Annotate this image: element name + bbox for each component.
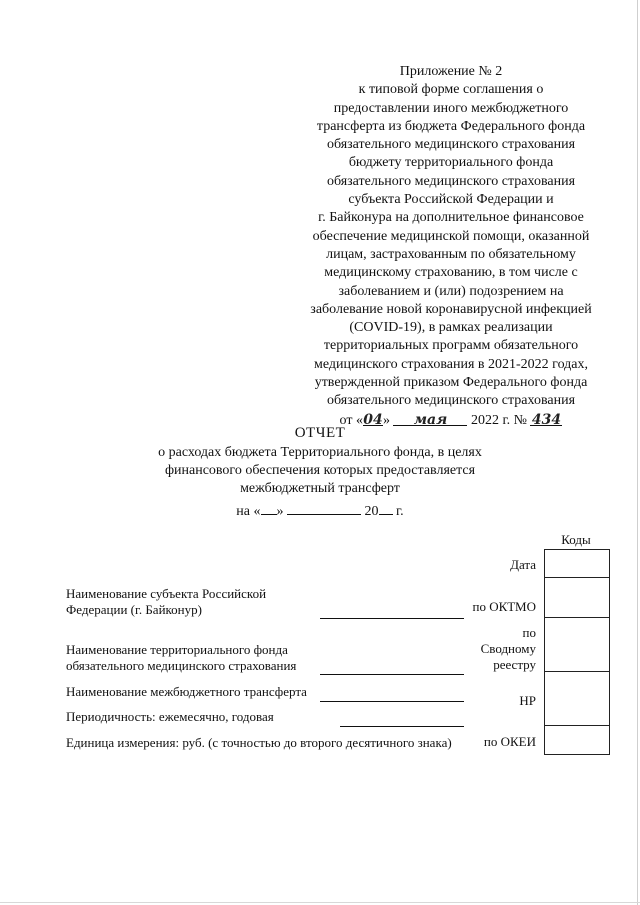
field-line-subject[interactable]	[320, 618, 464, 619]
code-cell-date[interactable]	[544, 549, 610, 578]
code-cell-okei[interactable]	[544, 725, 610, 755]
field-label-fund: Наименование территориального фонда обязательного медицинского страхования	[66, 642, 297, 673]
report-date-line	[0, 500, 640, 521]
order-year-number: 2022 г. №	[470, 412, 527, 428]
page-edge-bottom	[0, 902, 640, 903]
order-number-handwritten: 434	[531, 411, 562, 428]
code-label-oktmo: по ОКТМО	[472, 599, 536, 614]
field-line-fund[interactable]	[320, 674, 464, 675]
appendix-line: заболеванием и (или) подозрением на	[338, 283, 564, 299]
report-date-prefix: на «	[236, 504, 261, 519]
appendix-line: обязательного медицинского страхования	[326, 173, 576, 189]
field-label-periodicity: Периодичность: ежемесячно, годовая	[66, 709, 274, 724]
appendix-line: медицинскому страхованию, в том числе с	[324, 265, 578, 281]
appendix-line: к типовой форме соглашения о	[358, 82, 544, 98]
appendix-line: утвержденной приказом Федерального фонда	[314, 375, 588, 391]
report-subtitle-line: межбюджетный трансферт	[240, 481, 400, 496]
code-cell-nr[interactable]	[544, 671, 610, 726]
order-date-quote: »	[382, 412, 390, 428]
code-label-okei: по ОКЕИ	[483, 734, 536, 749]
field-label-unit: Единица измерения: руб. (с точностью до второго десятичного знака)	[66, 735, 452, 750]
appendix-line: обязательного медицинского страхования	[326, 137, 576, 153]
appendix-line: заболевание новой коронавирусной инфекцией	[310, 301, 592, 317]
appendix-line: субъекта Российской Федерации и	[348, 192, 554, 208]
appendix-header	[276, 63, 626, 430]
appendix-line: медицинского страхования в 2021-2022 годах,	[313, 356, 589, 372]
appendix-line: трансферта из бюджета Федерального фонда	[316, 118, 586, 134]
appendix-line: Приложение № 2	[399, 64, 503, 79]
report-date-quote: »	[276, 504, 284, 519]
appendix-line: предоставлении иного межбюджетного	[333, 100, 569, 116]
code-label-registry: по Сводному реестру	[480, 625, 536, 672]
report-date-year: 20	[364, 504, 379, 519]
appendix-line: лицам, застрахованным по обязательному	[326, 246, 576, 262]
order-date-prefix: от «	[339, 412, 363, 428]
order-day-handwritten: 04	[363, 411, 383, 428]
code-cell-oktmo[interactable]	[544, 577, 610, 618]
code-label-nr: НР	[519, 693, 536, 708]
appendix-line: обеспечение медицинской помощи, оказанной	[312, 228, 590, 244]
report-subtitle-line: финансового обеспечения которых предоставляется	[164, 463, 476, 478]
field-label-transfer: Наименование межбюджетного трансферта	[66, 684, 307, 699]
field-line-periodicity[interactable]	[340, 726, 464, 727]
codes-header: Коды	[561, 532, 591, 547]
appendix-line: г. Байконура на дополнительное финансовое	[318, 210, 584, 226]
field-line-transfer[interactable]	[320, 701, 464, 702]
code-cell-registry[interactable]	[544, 617, 610, 672]
order-month-handwritten: мая	[413, 411, 448, 428]
report-subtitle-line: о расходах бюджета Территориального фонда, в целях	[158, 445, 482, 460]
appendix-line: (COVID-19), в рамках реализации	[349, 320, 553, 336]
appendix-line: территориальных программ обязательного	[323, 338, 579, 354]
report-title: ОТЧЕТ	[294, 425, 346, 441]
appendix-line: обязательного медицинского страхования	[326, 393, 576, 409]
report-heading	[0, 424, 640, 521]
field-label-subject: Наименование субъекта Российской Федерации (г. Байконур)	[66, 586, 267, 617]
report-date-suffix: г.	[396, 504, 404, 519]
appendix-line: бюджету территориального фонда	[348, 155, 554, 171]
code-label-date: Дата	[510, 557, 536, 572]
